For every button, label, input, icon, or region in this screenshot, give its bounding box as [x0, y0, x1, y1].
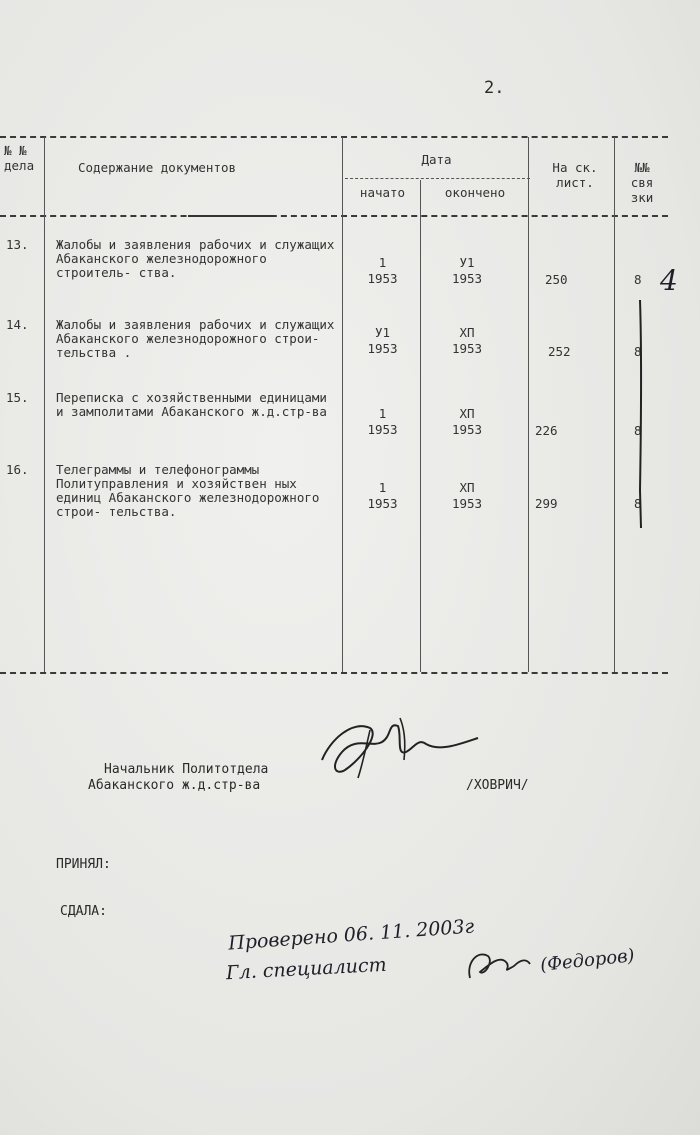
row-14-bundle: 8: [634, 344, 642, 359]
signatory-name: /ХОВРИЧ/: [466, 778, 529, 793]
row-16-start-year: 1953: [367, 496, 398, 511]
signatory-title-line1: Начальник Политотдела: [104, 762, 269, 777]
header-date: Дата: [421, 152, 452, 167]
row-15-no: 15.: [6, 390, 29, 405]
row-16-sheets: 299: [535, 496, 558, 511]
row-14-end-month: ХП: [459, 325, 475, 340]
row-13-no: 13.: [6, 237, 29, 252]
header-case-no: № № дела: [4, 143, 35, 173]
row-14-content: Жалобы и заявления рабочих и служащих Абаканского железнодорожного строи- тельства .: [56, 317, 335, 360]
row-15-sheets: 226: [535, 423, 558, 438]
handwritten-specialist-line: Гл. специалист: [225, 953, 388, 985]
row-13-start-year: 1953: [367, 271, 398, 286]
header-ended: окончено: [444, 185, 506, 200]
signatory-title-line2: Абаканского ж.д.стр-ва: [88, 778, 261, 793]
row-15-end-year: 1953: [451, 422, 483, 437]
row-15-end-month: ХП: [459, 406, 475, 421]
row-13-end-year: 1953: [451, 271, 483, 286]
row-15-start-year: 1953: [367, 422, 398, 437]
row-16-end-year: 1953: [451, 496, 483, 511]
row-16-end-month: ХП: [459, 480, 475, 495]
row-14-start-year: 1953: [367, 341, 398, 356]
handwritten-specialist-name: (Федоров): [539, 945, 636, 976]
row-13-sheets: 250: [545, 272, 568, 287]
row-15-bundle: 8: [634, 423, 642, 438]
row-14-no: 14.: [6, 317, 29, 332]
header-started: начато: [359, 185, 406, 200]
row-16-bundle: 8: [634, 496, 642, 511]
row-16-content: Телеграммы и телефонограммы Политуправления и хозяйствен ных единиц Абаканского железнодорожного строи- тельства.: [56, 462, 320, 519]
row-14-sheets: 252: [548, 344, 571, 359]
header-content: Содержание документов: [78, 160, 237, 175]
page-number: 2.: [484, 78, 505, 98]
row-13-start-month: 1: [378, 255, 387, 270]
row-15-start-month: 1: [378, 406, 387, 421]
row-14-start-month: У1: [374, 325, 391, 340]
row-16-no: 16.: [6, 462, 29, 477]
handed-label: СДАЛА:: [60, 904, 107, 919]
row-15-content: Переписка с хозяйственными единицами и замполитами Абаканского ж.д.стр-ва: [56, 390, 327, 419]
handwritten-total: 4: [660, 264, 678, 297]
row-13-content: Жалобы и заявления рабочих и служащих Абаканского железнодорожного строитель- ства.: [56, 237, 335, 280]
header-bundle: №№ свя зки: [630, 160, 654, 205]
row-13-bundle: 8: [634, 272, 642, 287]
handwritten-checked-line: Проверено 06. 11. 2003г: [227, 915, 475, 955]
row-13-end-month: У1: [459, 255, 475, 270]
header-sheets: На ск. лист.: [552, 160, 598, 190]
row-14-end-year: 1953: [451, 341, 483, 356]
received-label: ПРИНЯЛ:: [56, 857, 111, 872]
row-16-start-month: 1: [378, 480, 387, 495]
